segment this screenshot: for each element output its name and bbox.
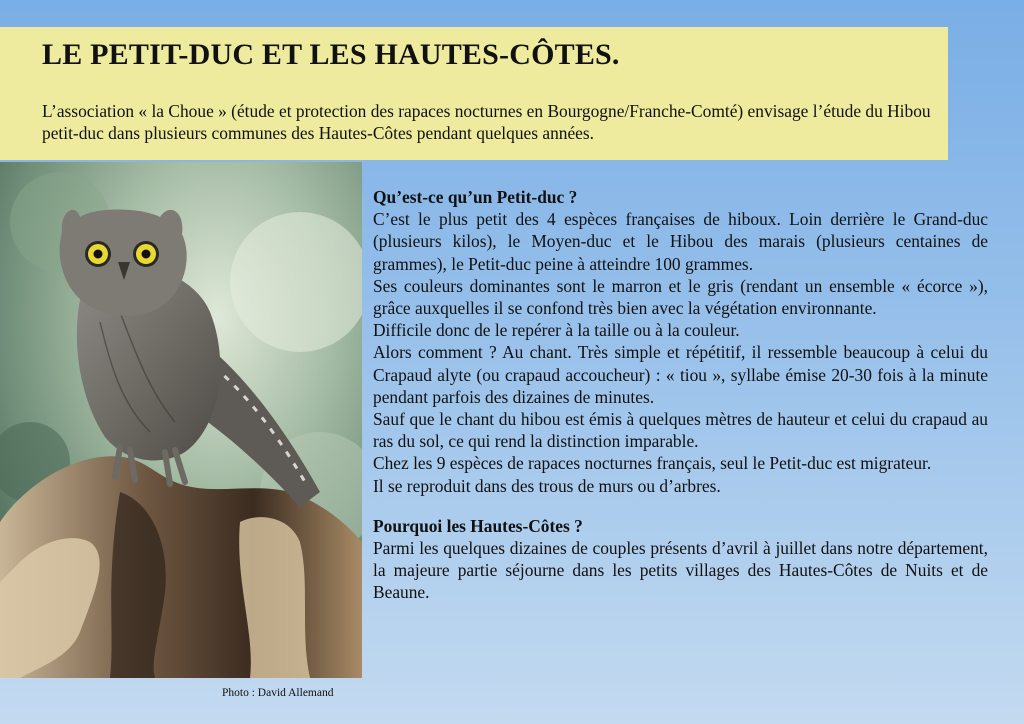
- section1-heading: Qu’est-ce qu’un Petit-duc ?: [373, 187, 578, 207]
- section-gap: [373, 497, 988, 515]
- owl-icon: [0, 162, 362, 678]
- owl-photo: [0, 162, 362, 678]
- section1-paragraph: Sauf que le chant du hibou est émis à quelques mètres de hauteur et celui du crapaud au ras du sol, ce qui rend la distinction imparable.: [373, 409, 988, 452]
- section1-paragraph: Difficile donc de le repérer à la taille ou à la couleur.: [373, 320, 740, 341]
- section1-paragraph: Il se reproduit dans des trous de murs ou d’arbres.: [373, 475, 721, 496]
- section2-heading: Pourquoi les Hautes-Côtes ?: [373, 515, 583, 536]
- section1-paragraph: C’est le plus petit des 4 espèces françaises de hiboux. Loin derrière le Grand-duc (plusieurs kilos), le Moyen-duc et le Hibou des marais (plusieurs centaines de grammes), le Petit-duc peine à atteindre 100 grammes.: [373, 209, 988, 274]
- section1-paragraph: Alors comment ? Au chant. Très simple et répétitif, il ressemble beaucoup à celui du Crapaud alyte (ou crapaud accoucheur) : « tiou », syllabe émise 20-30 fois à la minute pendant parfois des dizaines de minutes.: [373, 342, 988, 407]
- section2-paragraph: Parmi les quelques dizaines de couples présents d’avril à juillet dans notre département, la majeure partie séjourne dans les petits villages des Hautes-Côtes de Nuits et de Beaune.: [373, 538, 988, 603]
- intro-text: L’association « la Choue » (étude et protection des rapaces nocturnes en Bourgogne/Franche-Comté) envisage l’étude du Hibou petit-duc dans plusieurs communes des Hautes-Côtes pendant quelques années.: [42, 101, 931, 143]
- section1-paragraph: Ses couleurs dominantes sont le marron et le gris (rendant un ensemble « écorce »), grâce auxquelles il se confond très bien avec la végétation environnante.: [373, 275, 988, 319]
- section1-paragraph: Chez les 9 espèces de rapaces nocturnes français, seul le Petit-duc est migrateur.: [373, 453, 932, 474]
- article-body: [373, 186, 988, 604]
- photo-credit: Photo : David Allemand: [222, 687, 334, 699]
- page-title: LE PETIT-DUC ET LES HAUTES-CÔTES.: [42, 38, 620, 71]
